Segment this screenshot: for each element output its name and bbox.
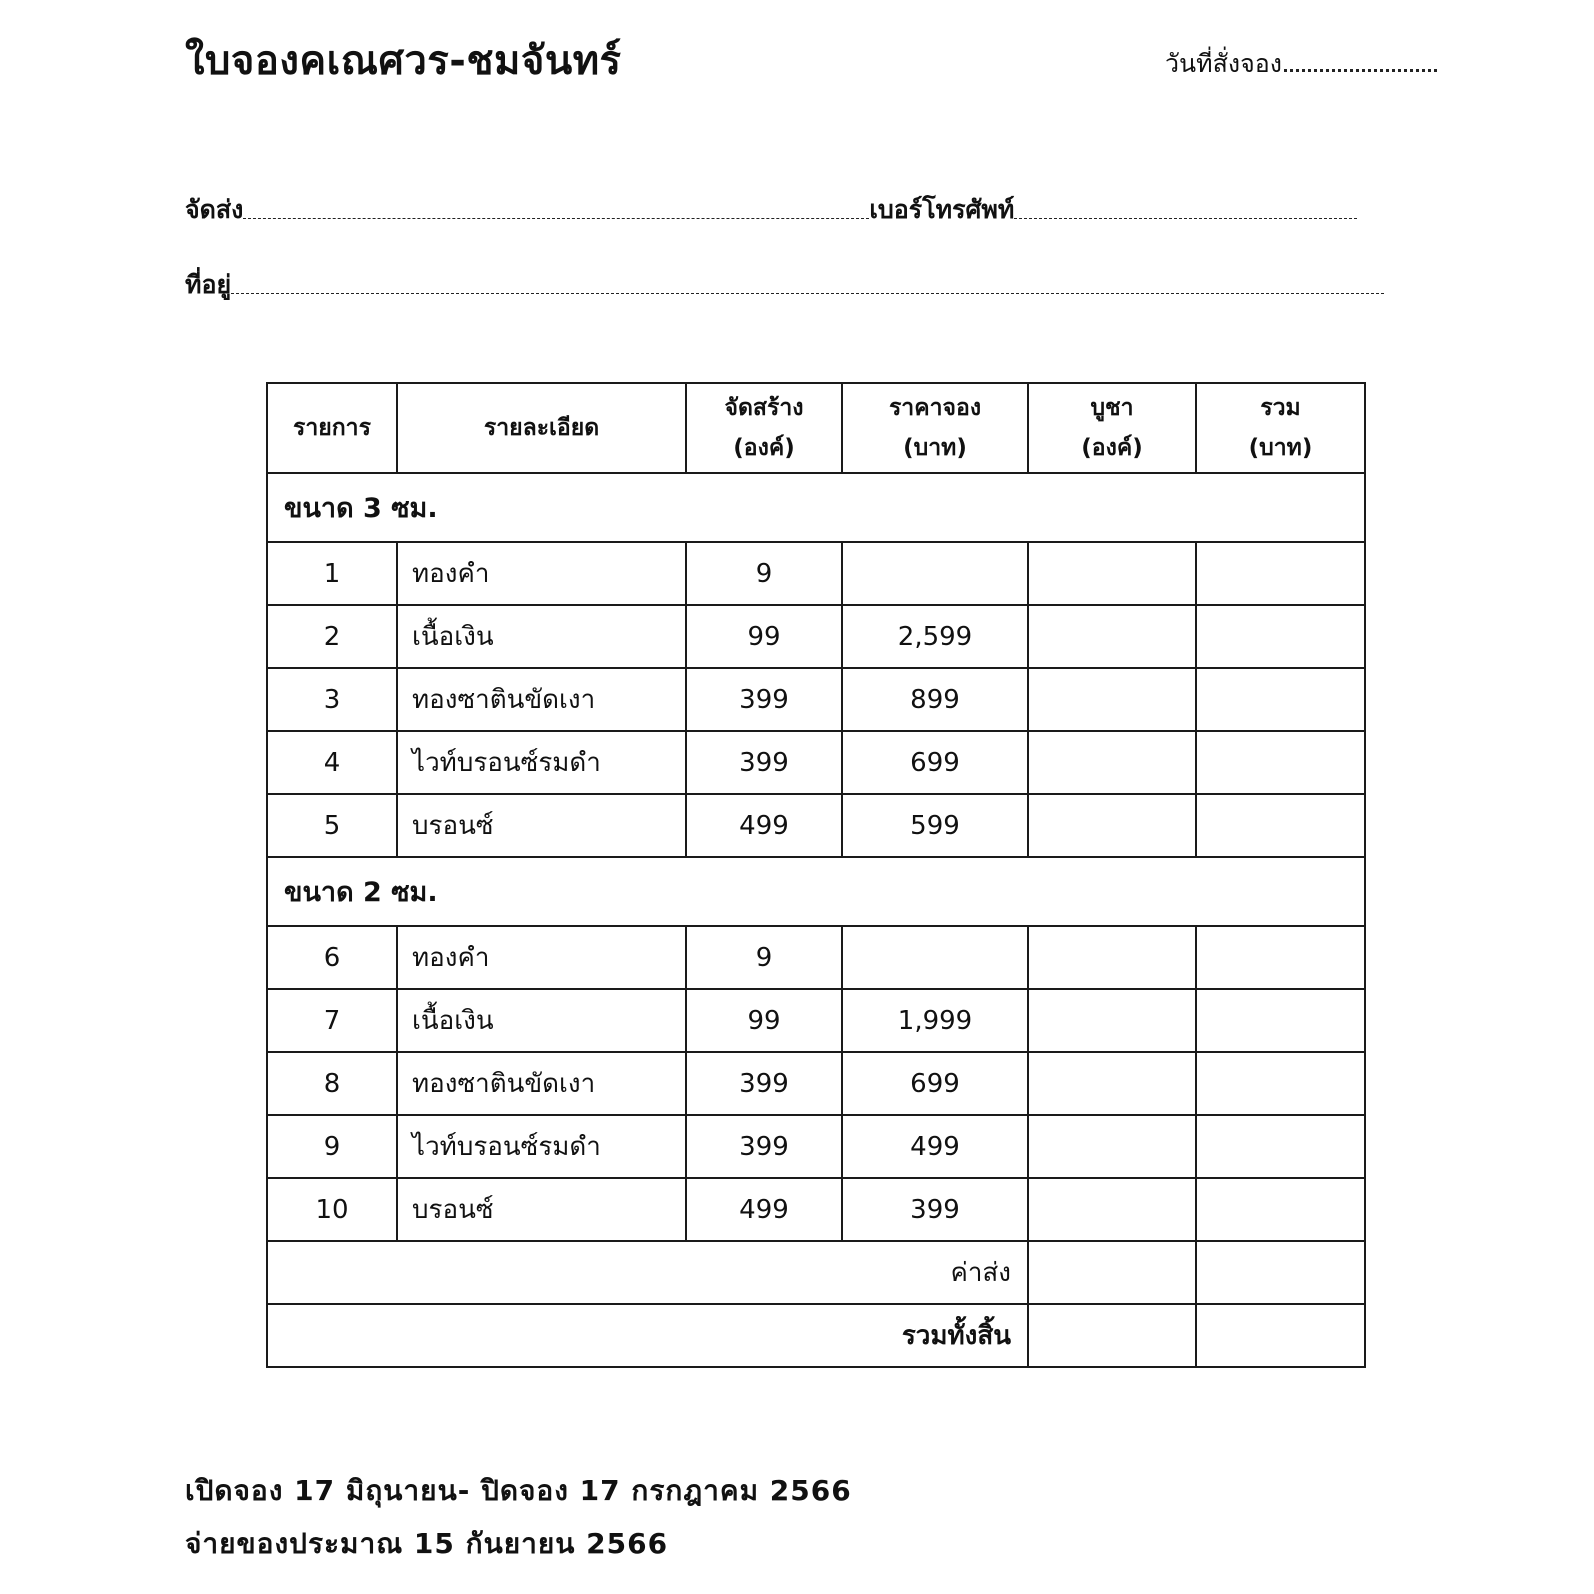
- item-total-cell[interactable]: [1196, 605, 1365, 668]
- item-number: 8: [267, 1052, 397, 1115]
- item-detail: ทองซาตินขัดเงา: [397, 1052, 686, 1115]
- item-detail: ทองคำ: [397, 542, 686, 605]
- item-price: [842, 542, 1028, 605]
- item-detail: เนื้อเงิน: [397, 605, 686, 668]
- header-detail: รายละเอียด: [397, 383, 686, 473]
- table-row: [267, 605, 1365, 668]
- header-order-qty: บูชา (องค์): [1028, 383, 1196, 473]
- grand-total-qty-cell[interactable]: [1028, 1304, 1196, 1367]
- item-price: 1,999: [842, 989, 1028, 1052]
- table-row: [267, 542, 1365, 605]
- phone-label: เบอร์โทรศัพท์: [869, 195, 1015, 224]
- item-number: 7: [267, 989, 397, 1052]
- item-made: 399: [686, 731, 842, 794]
- section-title: ขนาด 3 ซม.: [267, 473, 1365, 542]
- item-made: 99: [686, 605, 842, 668]
- section-row: [267, 857, 1365, 926]
- header-item: รายการ: [267, 383, 397, 473]
- delivery-label: จัดส่ง: [185, 195, 244, 224]
- item-made: 9: [686, 926, 842, 989]
- item-number: 6: [267, 926, 397, 989]
- item-qty-cell[interactable]: [1028, 989, 1196, 1052]
- item-number: 2: [267, 605, 397, 668]
- item-made: 399: [686, 1052, 842, 1115]
- item-qty-cell[interactable]: [1028, 1178, 1196, 1241]
- item-qty-cell[interactable]: [1028, 731, 1196, 794]
- grand-total-row: [267, 1304, 1365, 1367]
- table-row: [267, 926, 1365, 989]
- shipping-qty-cell[interactable]: [1028, 1241, 1196, 1304]
- header-booking-price: ราคาจอง (บาท): [842, 383, 1028, 473]
- address-row: [185, 272, 1384, 297]
- section-row: [267, 473, 1365, 542]
- table-row: [267, 668, 1365, 731]
- item-number: 9: [267, 1115, 397, 1178]
- order-date-label: วันที่สั่งจอง: [1165, 49, 1282, 78]
- item-price: [842, 926, 1028, 989]
- item-price: 499: [842, 1115, 1028, 1178]
- item-price: 699: [842, 1052, 1028, 1115]
- item-made: 99: [686, 989, 842, 1052]
- item-price: 2,599: [842, 605, 1028, 668]
- delivery-estimate-text: จ่ายของประมาณ 15 กันยายน 2566: [185, 1527, 669, 1560]
- shipping-label: ค่าส่ง: [267, 1241, 1028, 1304]
- form-title: ใบจองคเณศวร-ชมจันทร์: [185, 38, 622, 84]
- item-qty-cell[interactable]: [1028, 794, 1196, 857]
- item-qty-cell[interactable]: [1028, 1115, 1196, 1178]
- item-price: 599: [842, 794, 1028, 857]
- item-total-cell[interactable]: [1196, 668, 1365, 731]
- item-number: 5: [267, 794, 397, 857]
- order-table: [266, 382, 1366, 1368]
- table-row: [267, 731, 1365, 794]
- item-price: 699: [842, 731, 1028, 794]
- item-total-cell[interactable]: [1196, 1115, 1365, 1178]
- item-made: 499: [686, 794, 842, 857]
- item-detail: ทองซาตินขัดเงา: [397, 668, 686, 731]
- item-detail: บรอนซ์: [397, 1178, 686, 1241]
- item-detail: ไวท์บรอนซ์รมดำ: [397, 731, 686, 794]
- item-total-cell[interactable]: [1196, 926, 1365, 989]
- address-label: ที่อยู่: [185, 270, 232, 299]
- order-date-blank[interactable]: [1284, 49, 1437, 72]
- table-row: [267, 989, 1365, 1052]
- item-price: 399: [842, 1178, 1028, 1241]
- booking-period-text: เปิดจอง 17 มิถุนายน- ปิดจอง 17 กรกฎาคม 2566: [185, 1474, 852, 1507]
- item-detail: ทองคำ: [397, 926, 686, 989]
- item-total-cell[interactable]: [1196, 1052, 1365, 1115]
- item-total-cell[interactable]: [1196, 1178, 1365, 1241]
- section-title: ขนาด 2 ซม.: [267, 857, 1365, 926]
- item-number: 10: [267, 1178, 397, 1241]
- item-qty-cell[interactable]: [1028, 542, 1196, 605]
- phone-blank[interactable]: [1014, 217, 1357, 219]
- item-total-cell[interactable]: [1196, 731, 1365, 794]
- delivery-blank[interactable]: [243, 217, 869, 219]
- item-total-cell[interactable]: [1196, 794, 1365, 857]
- item-qty-cell[interactable]: [1028, 1052, 1196, 1115]
- item-qty-cell[interactable]: [1028, 668, 1196, 731]
- address-blank[interactable]: [231, 292, 1384, 294]
- item-made: 9: [686, 542, 842, 605]
- item-detail: ไวท์บรอนซ์รมดำ: [397, 1115, 686, 1178]
- shipping-row: [267, 1241, 1365, 1304]
- item-number: 1: [267, 542, 397, 605]
- item-number: 3: [267, 668, 397, 731]
- order-date-field[interactable]: [1165, 44, 1437, 84]
- delivery-row: [185, 197, 1357, 222]
- header-total: รวม (บาท): [1196, 383, 1365, 473]
- table-header-row: [267, 383, 1365, 473]
- item-qty-cell[interactable]: [1028, 605, 1196, 668]
- item-total-cell[interactable]: [1196, 989, 1365, 1052]
- grand-total-label: รวมทั้งสิ้น: [267, 1304, 1028, 1367]
- table-row: [267, 1115, 1365, 1178]
- table-row: [267, 1178, 1365, 1241]
- item-made: 399: [686, 668, 842, 731]
- item-detail: เนื้อเงิน: [397, 989, 686, 1052]
- grand-total-amount-cell[interactable]: [1196, 1304, 1365, 1367]
- table-row: [267, 1052, 1365, 1115]
- item-number: 4: [267, 731, 397, 794]
- table-row: [267, 794, 1365, 857]
- item-detail: บรอนซ์: [397, 794, 686, 857]
- item-total-cell[interactable]: [1196, 542, 1365, 605]
- item-made: 399: [686, 1115, 842, 1178]
- header-made-count: จัดสร้าง (องค์): [686, 383, 842, 473]
- item-price: 899: [842, 668, 1028, 731]
- item-made: 499: [686, 1178, 842, 1241]
- shipping-amount-cell[interactable]: [1196, 1241, 1365, 1304]
- item-qty-cell[interactable]: [1028, 926, 1196, 989]
